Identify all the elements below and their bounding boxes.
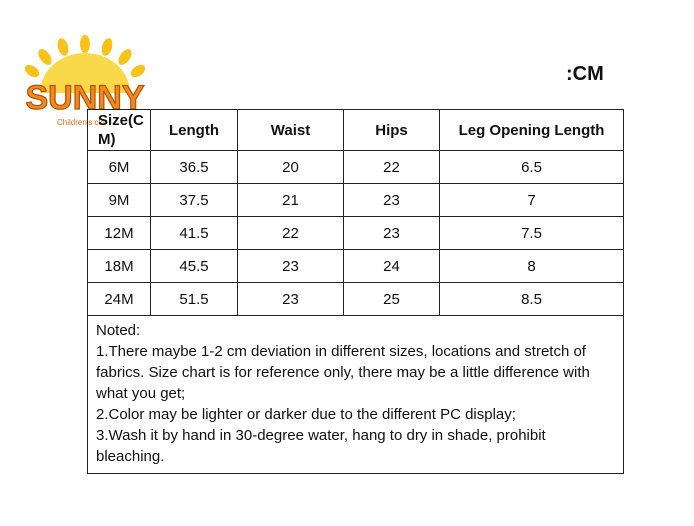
table-row [88, 283, 624, 316]
table-row [88, 184, 624, 217]
table-header-row [88, 110, 624, 151]
size-chart-table [87, 109, 624, 474]
cell-size: 9M [88, 184, 151, 217]
cell-hips: 25 [344, 283, 440, 316]
logo-subtitle: Children's clo [57, 118, 105, 127]
cell-size: 6M [88, 151, 151, 184]
cell-waist: 22 [238, 217, 344, 250]
header-size: Size(C M) [88, 110, 151, 151]
note-line: 3.Wash it by hand in 30-degree water, hang to dry in shade, prohibit bleaching. [96, 427, 546, 465]
cell-waist: 20 [238, 151, 344, 184]
cell-leg-opening: 6.5 [440, 151, 624, 184]
cell-leg-opening: 7 [440, 184, 624, 217]
notes-row [88, 316, 624, 474]
logo-text: SUNNY [25, 79, 145, 117]
notes-cell [88, 316, 624, 474]
cell-hips: 22 [344, 151, 440, 184]
note-line: 1.There maybe 1-2 cm deviation in different sizes, locations and stretch of fabrics. Size chart is for reference only, there may be a little difference with what you get; [96, 343, 590, 402]
cell-length: 41.5 [151, 217, 238, 250]
cell-size: 12M [88, 217, 151, 250]
cell-waist: 21 [238, 184, 344, 217]
cell-hips: 23 [344, 217, 440, 250]
cell-waist: 23 [238, 250, 344, 283]
unit-label: :CM [566, 63, 604, 85]
cell-waist: 23 [238, 283, 344, 316]
table-row [88, 217, 624, 250]
cell-hips: 24 [344, 250, 440, 283]
cell-size: 18M [88, 250, 151, 283]
header-waist: Waist [238, 110, 344, 151]
cell-leg-opening: 8.5 [440, 283, 624, 316]
cell-leg-opening: 8 [440, 250, 624, 283]
header-hips: Hips [344, 110, 440, 151]
cell-size: 24M [88, 283, 151, 316]
cell-hips: 23 [344, 184, 440, 217]
notes-title: Noted: [96, 322, 141, 339]
cell-length: 37.5 [151, 184, 238, 217]
cell-leg-opening: 7.5 [440, 217, 624, 250]
note-line: 2.Color may be lighter or darker due to the different PC display; [96, 406, 516, 423]
table-row [88, 151, 624, 184]
cell-length: 36.5 [151, 151, 238, 184]
header-leg-opening: Leg Opening Length [440, 110, 624, 151]
cell-length: 51.5 [151, 283, 238, 316]
table-row [88, 250, 624, 283]
header-length: Length [151, 110, 238, 151]
cell-length: 45.5 [151, 250, 238, 283]
